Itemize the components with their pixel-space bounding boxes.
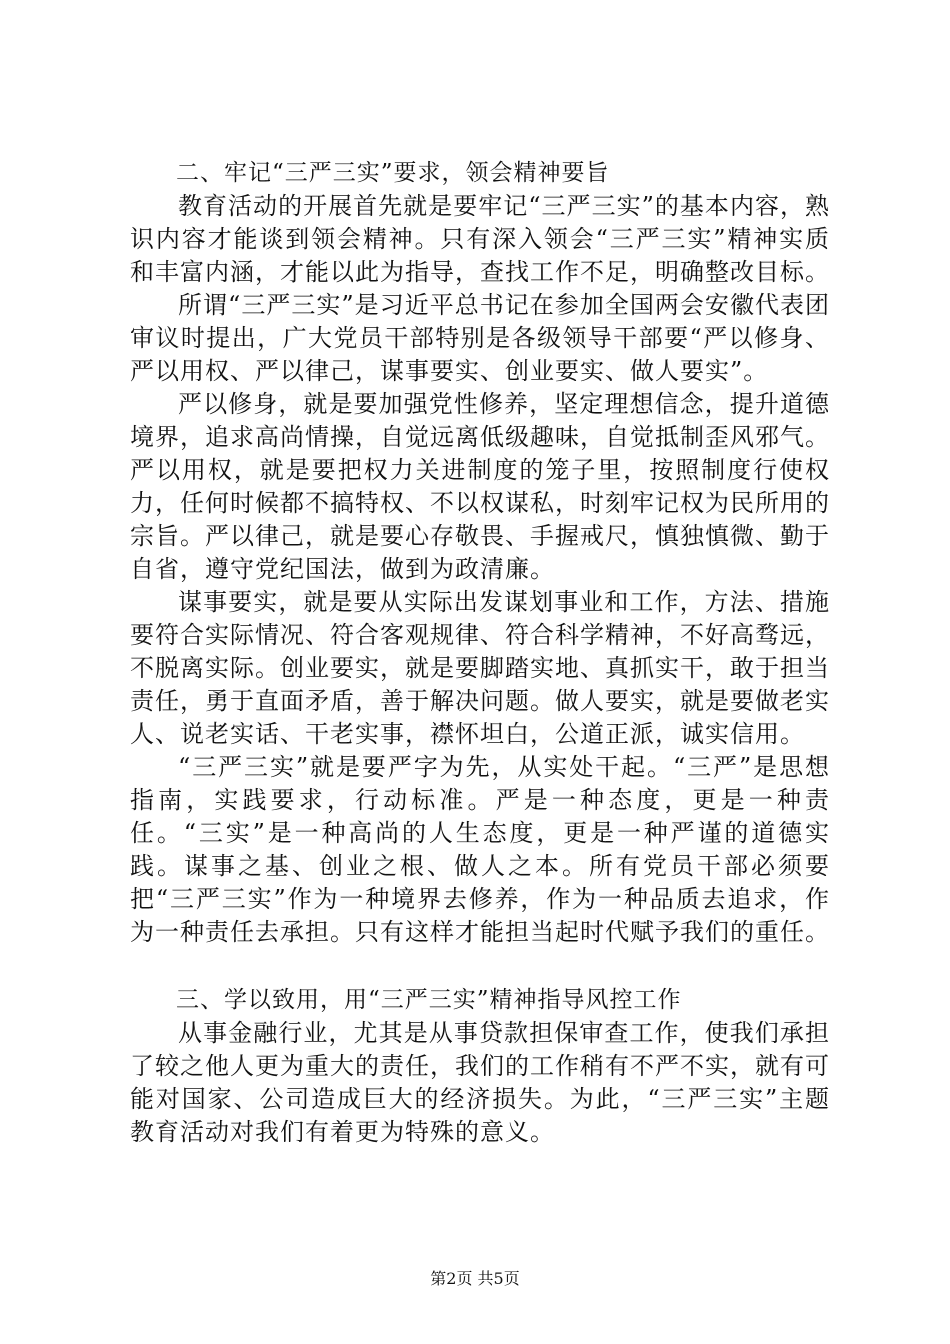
document-body [130, 156, 830, 1149]
section-spacer [130, 949, 830, 983]
section-2-heading: 二、牢记“三严三实”要求，领会精神要旨 [176, 160, 610, 186]
section-3-paragraph-1: 从事金融行业，尤其是从事贷款担保审查工作，使我们承担了较之他人更为重大的责任，我们的工作稍有不严不实，就有可能对国家、公司造成巨大的经济损失。为此，“三严三实”主题教育活动对我们有着更为特殊的意义。 [130, 1019, 830, 1146]
section-2-paragraph-2: 所谓“三严三实”是习近平总书记在参加全国两会安徽代表团审议时提出，广大党员干部特别是各级领导干部要“严以修身、严以用权、严以律己，谋事要实、创业要实、做人要实”。 [130, 291, 830, 385]
section-2-paragraph-3: 严以修身，就是要加强党性修养，坚定理想信念，提升道德境界，追求高尚情操，自觉远离低级趣味，自觉抵制歪风邪气。严以用权，就是要把权力关进制度的笼子里，按照制度行使权力，任何时候都不搞特权、不以权谋私，时刻牢记权为民所用的宗旨。严以律己，就是要心存敬畏、手握戒尺，慎独慎微、勤于自省，遵守党纪国法，做到为政清廉。 [130, 390, 830, 583]
section-2-paragraph-1: 教育活动的开展首先就是要牢记“三严三实”的基本内容，熟识内容才能谈到领会精神。只有深入领会“三严三实”精神实质和丰富内涵，才能以此为指导，查找工作不足，明确整改目标。 [130, 192, 830, 286]
section-2-paragraph-4: 谋事要实，就是要从实际出发谋划事业和工作，方法、措施要符合实际情况、符合客观规律、符合科学精神，不好高骛远，不脱离实际。创业要实，就是要脚踏实地、真抓实干，敢于担当责任，勇于直面矛盾，善于解决问题。做人要实，就是要做老实人、说老实话、干老实事，襟怀坦白，公道正派，诚实信用。 [130, 588, 830, 748]
page-number-footer: 第2页 共5页 [430, 1269, 520, 1288]
section-2-paragraph-5: “三严三实”就是要严字为先，从实处干起。“三严”是思想指南，实践要求，行动标准。严是一种态度，更是一种责任。“三实”是一种高尚的人生态度，更是一种严谨的道德实践。谋事之基、创业之根、做人之本。所有党员干部必须要把“三严三实”作为一种境界去修养，作为一种品质去追求，作为一种责任去承担。只有这样才能担当起时代赋予我们的重任。 [130, 753, 830, 946]
section-3-heading: 三、学以致用，用“三严三实”精神指导风控工作 [176, 987, 682, 1013]
